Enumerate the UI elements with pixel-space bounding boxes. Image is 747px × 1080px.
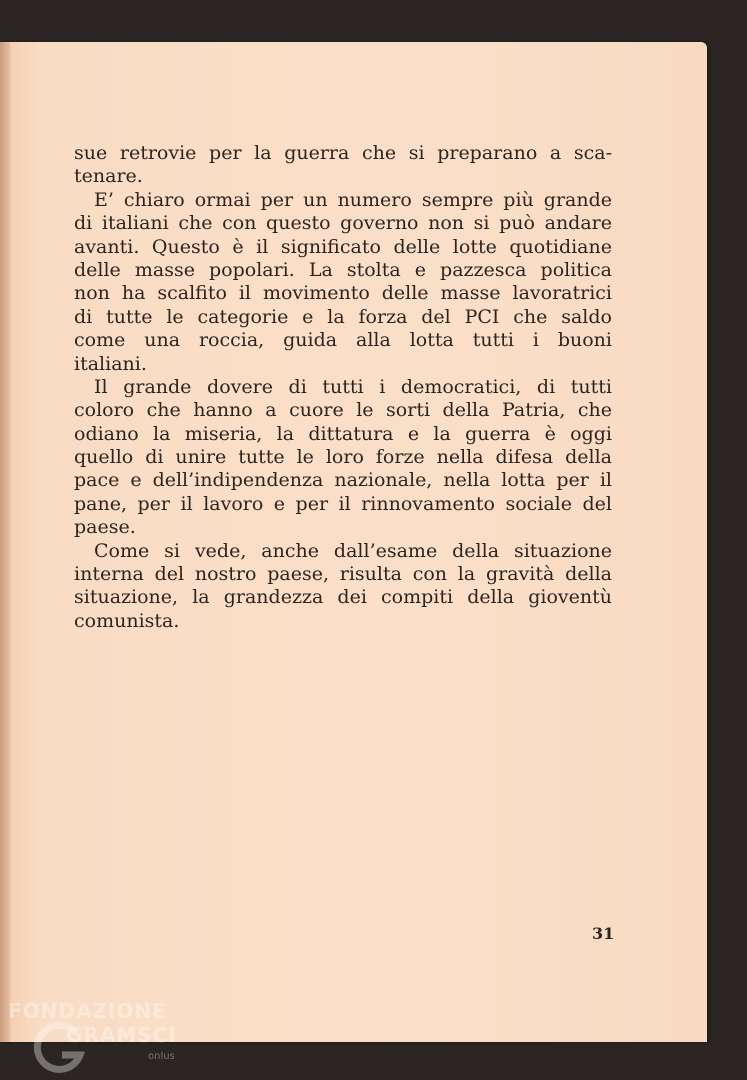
text-line: pace e dell’indipendenza nazionale, nella lotta per il [74, 469, 612, 492]
text-line: Come si vede, anche dall’esame della situazione [94, 539, 612, 562]
watermark-logo [8, 997, 208, 1077]
text-line: E’ chiaro ormai per un numero sempre più grande [94, 188, 612, 211]
text-line: quello di unire tutte le loro forze nella difesa della [74, 446, 612, 469]
page-binding-edge [0, 42, 10, 1042]
text-line: coloro che hanno a cuore le sorti della Patria, che [74, 399, 612, 422]
text-line: comunista. [74, 609, 180, 632]
text-line: situazione, la grandezza dei compiti della gioventù [74, 586, 612, 609]
text-line: come una roccia, guida alla lotta tutti i buoni [74, 329, 612, 352]
page-body-text [74, 142, 612, 633]
watermark-text: GRAMSCI [66, 1023, 177, 1047]
text-line: italiani. [74, 352, 147, 375]
text-line: sue retrovie per la guerra che si preparano a sca- [74, 142, 612, 164]
book-page [0, 42, 707, 1042]
watermark-text: FONDAZIONE [8, 999, 167, 1023]
text-line: di italiani che con questo governo non si può andare [74, 212, 612, 235]
text-line: delle masse popolari. La stolta e pazzesca politica [74, 258, 612, 281]
text-line: tenare. [74, 165, 143, 188]
text-line: Il grande dovere di tutti i democratici, di tutti [94, 375, 612, 398]
text-line: paese. [74, 516, 136, 539]
watermark-text: onlus [148, 1051, 175, 1062]
page-number: 31 [592, 924, 615, 943]
text-line: non ha scalfito il movimento delle masse lavoratrici [74, 282, 612, 305]
text-line: avanti. Questo è il significato delle lotte quotidiane [74, 235, 612, 258]
text-line: di tutte le categorie e la forza del PCI che saldo [74, 305, 612, 328]
text-line: odiano la miseria, la dittatura e la guerra è oggi [74, 422, 612, 445]
text-line: pane, per il lavoro e per il rinnovamento sociale del [74, 492, 612, 515]
text-line: interna del nostro paese, risulta con la gravità della [74, 563, 612, 586]
